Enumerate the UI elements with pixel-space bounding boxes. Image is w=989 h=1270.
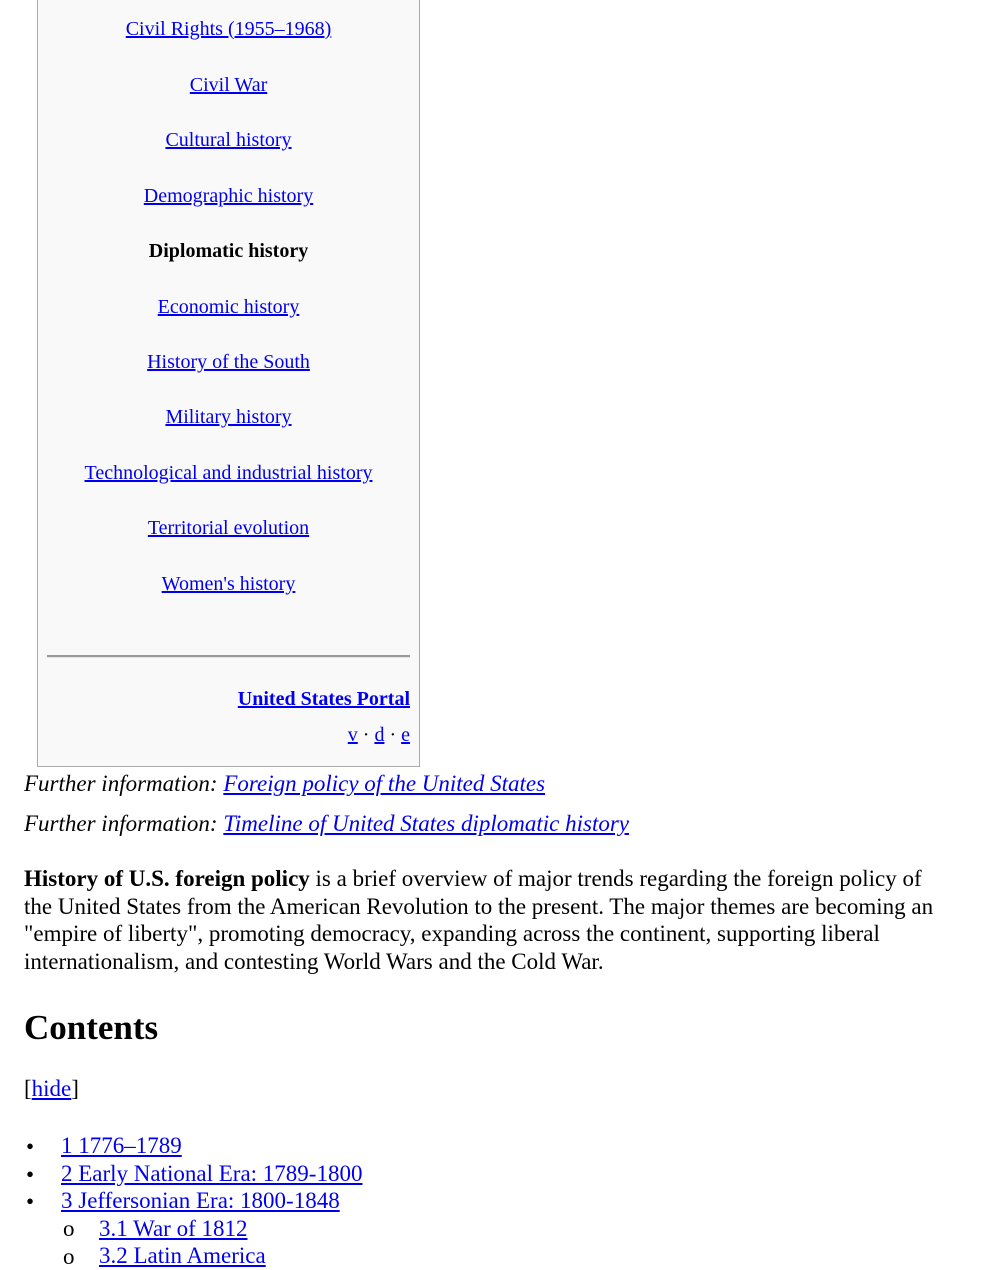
foreign-policy-link[interactable]: Foreign policy of the United States bbox=[223, 771, 546, 796]
bullet-icon: • bbox=[26, 1189, 35, 1214]
view-template-link[interactable]: v bbox=[347, 724, 358, 746]
circle-bullet-icon: o bbox=[63, 1216, 75, 1241]
navbox-link-civil-rights[interactable]: Civil Rights (1955–1968) bbox=[125, 18, 332, 40]
further-information-prefix: Further information: bbox=[24, 771, 224, 796]
intro-text: is a brief overview of major trends regarding the foreign policy of the United States from the American Revolution to the present. The major themes are becoming an "empire of liberty", promoting democracy, expanding across the continent, supporting liberal internationalism, and contesting World Wars and the Cold War. bbox=[24, 866, 934, 974]
vde-separator: · bbox=[362, 724, 370, 746]
toc-item-1[interactable]: 1 1776–1789 bbox=[61, 1133, 182, 1158]
toc-item-3[interactable]: 3 Jeffersonian Era: 1800-1848 bbox=[61, 1188, 340, 1213]
navbox-link-womens-history[interactable]: Women's history bbox=[161, 573, 296, 595]
navbox-link-economic-history[interactable]: Economic history bbox=[157, 296, 300, 318]
navbox-link-history-of-the-south[interactable]: History of the South bbox=[147, 351, 310, 373]
intro-paragraph bbox=[24, 865, 954, 975]
further-information-line bbox=[24, 811, 629, 837]
united-states-portal-link[interactable]: United States Portal bbox=[237, 688, 410, 710]
bullet-icon: • bbox=[26, 1134, 35, 1159]
timeline-diplomatic-history-link[interactable]: Timeline of United States diplomatic history bbox=[223, 811, 630, 836]
circle-bullet-icon: o bbox=[63, 1244, 75, 1269]
bullet-icon: • bbox=[26, 1162, 35, 1187]
navbox bbox=[37, 0, 420, 767]
toc-item-2[interactable]: 2 Early National Era: 1789-1800 bbox=[61, 1161, 363, 1186]
navbox-link-civil-war[interactable]: Civil War bbox=[189, 74, 268, 96]
vde-separator: · bbox=[389, 724, 397, 746]
navbox-vde bbox=[348, 723, 410, 747]
further-information-prefix: Further information: bbox=[24, 811, 224, 836]
hide-toc-link[interactable]: hide bbox=[31, 1076, 72, 1101]
navbox-link-demographic-history[interactable]: Demographic history bbox=[143, 185, 314, 207]
toc-toggle bbox=[24, 1076, 79, 1102]
contents-heading: Contents bbox=[24, 1008, 159, 1047]
toc-item-3-2[interactable]: 3.2 Latin America bbox=[99, 1243, 266, 1268]
navbox-link-technological-history[interactable]: Technological and industrial history bbox=[84, 462, 373, 484]
toc-item-3-1[interactable]: 3.1 War of 1812 bbox=[99, 1216, 248, 1241]
toggle-bracket-close: ] bbox=[71, 1076, 79, 1101]
further-information-line bbox=[24, 771, 545, 797]
navbox-divider bbox=[47, 655, 410, 658]
navbox-current-diplomatic-history: Diplomatic history bbox=[148, 240, 309, 262]
article-subject: History of U.S. foreign policy bbox=[24, 866, 310, 891]
edit-template-link[interactable]: e bbox=[401, 724, 410, 746]
navbox-link-territorial-evolution[interactable]: Territorial evolution bbox=[147, 517, 310, 539]
toggle-bracket-open: [ bbox=[24, 1076, 32, 1101]
navbox-link-cultural-history[interactable]: Cultural history bbox=[165, 129, 292, 151]
navbox-link-military-history[interactable]: Military history bbox=[165, 406, 292, 428]
discuss-template-link[interactable]: d bbox=[374, 724, 385, 746]
